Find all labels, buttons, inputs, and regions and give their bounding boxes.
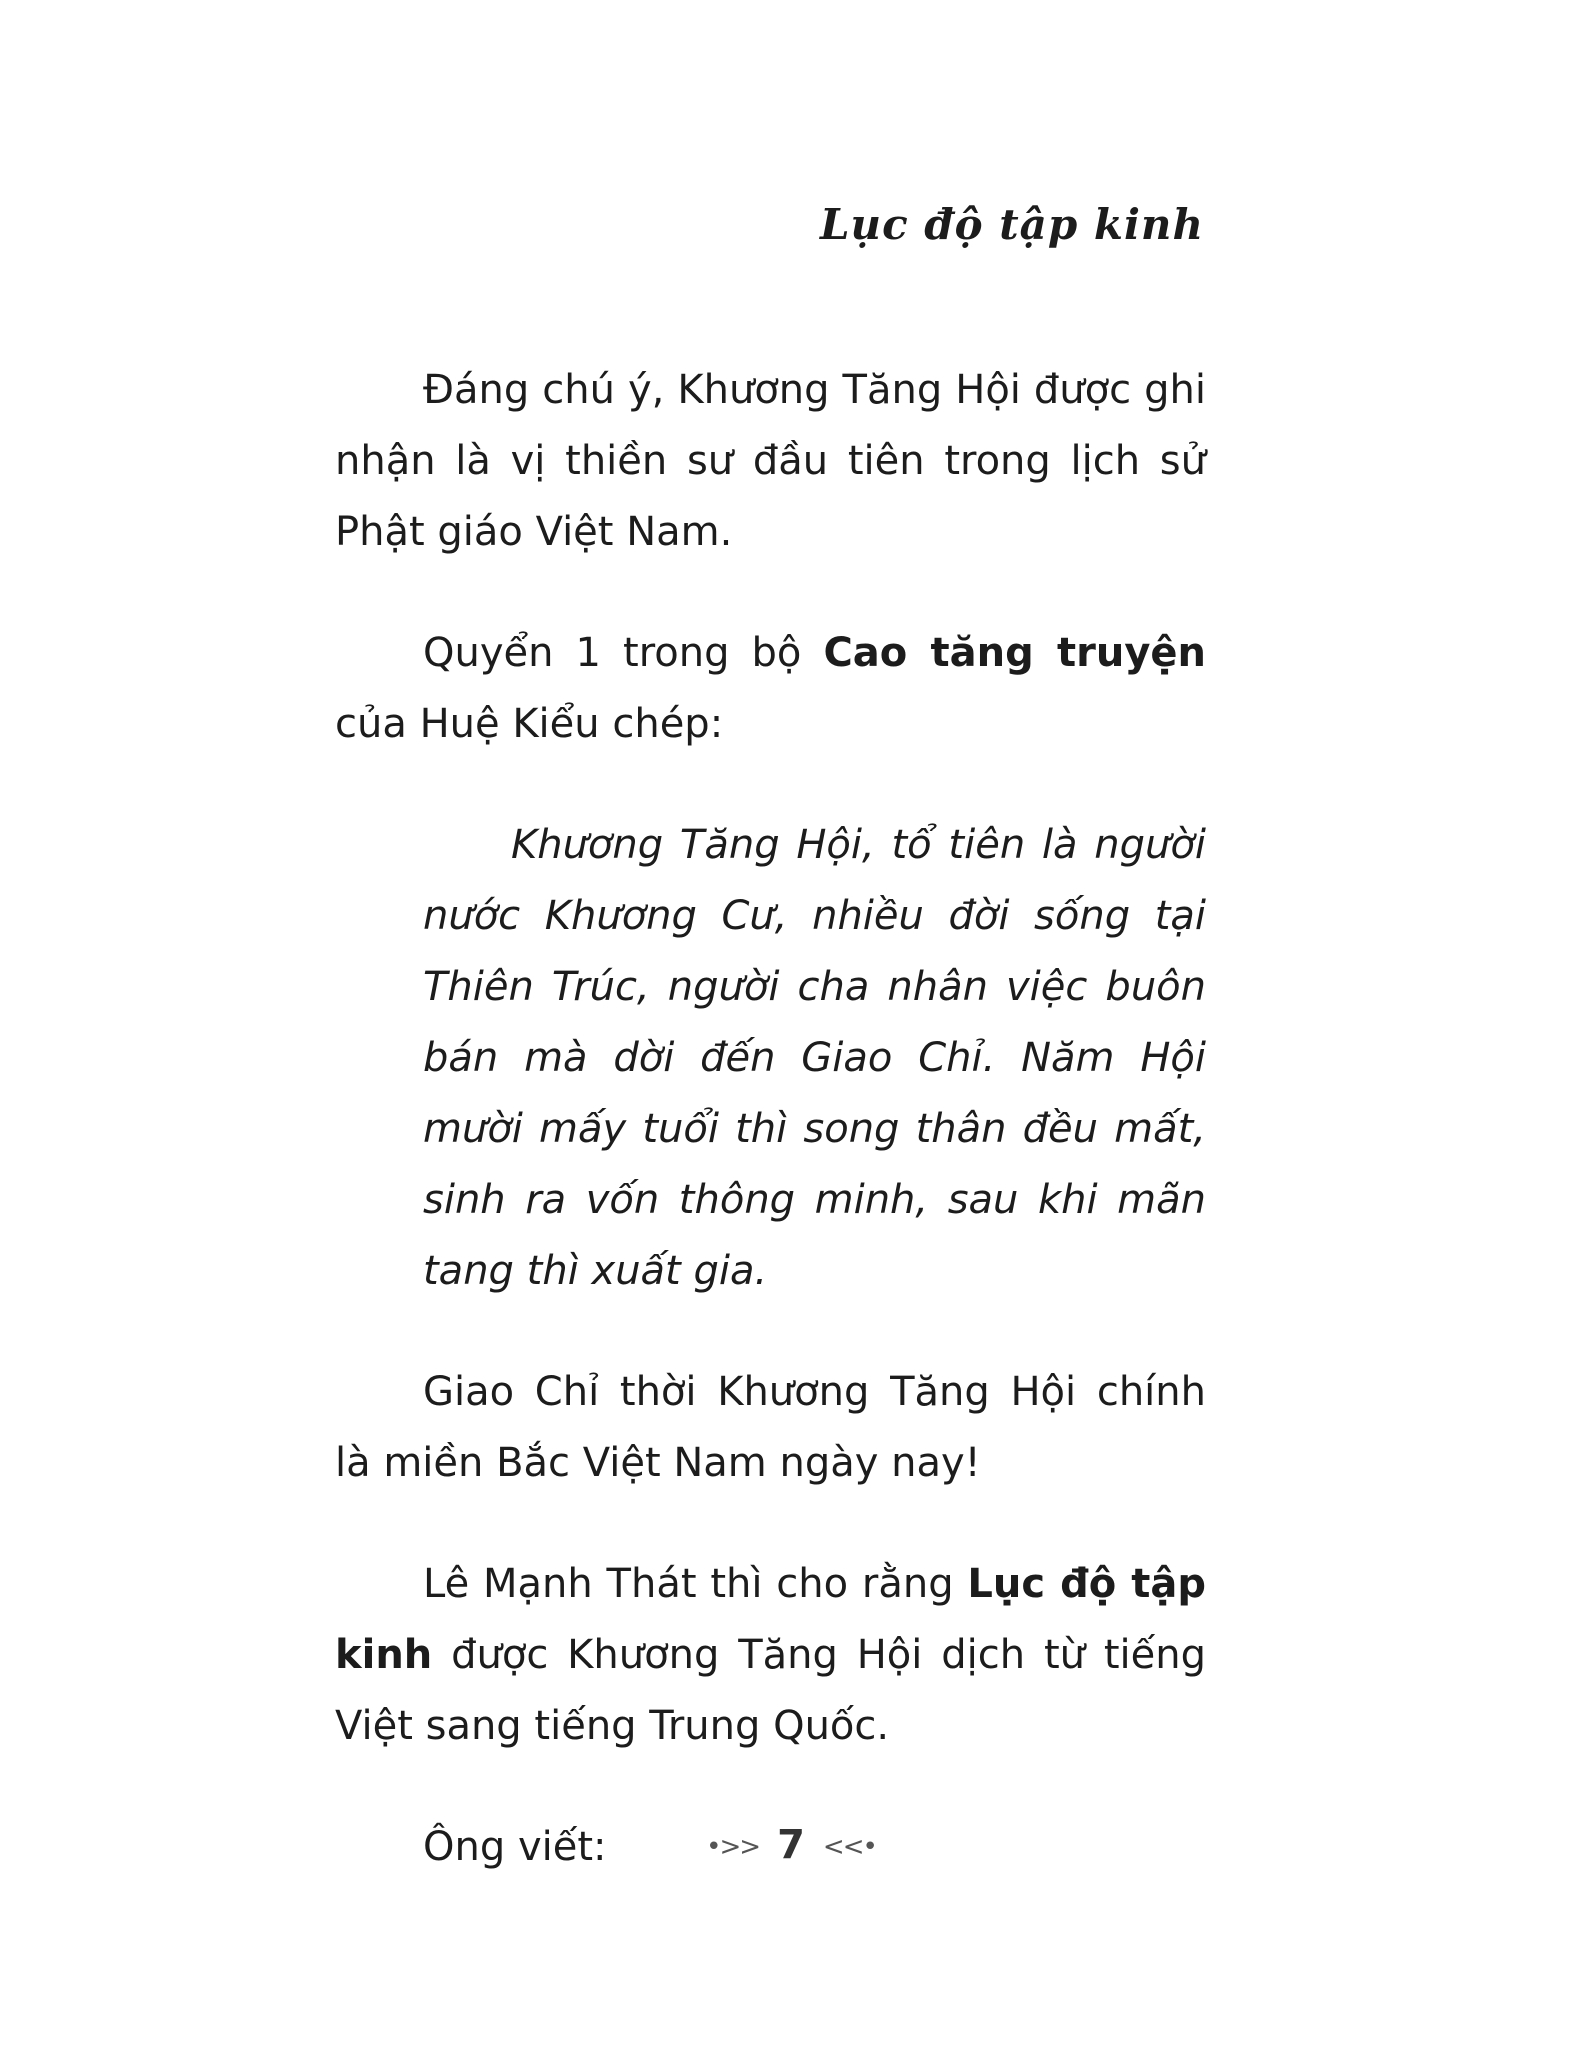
paragraph-4-text-after: được Khương Tăng Hội dịch từ tiếng Việt sang tiếng Trung Quốc. — [335, 1632, 1206, 1749]
paragraph-2-text-before: Quyển 1 trong bộ — [423, 630, 824, 676]
paragraph-4 — [335, 1549, 1206, 1762]
paragraph-3: Giao Chỉ thời Khương Tăng Hội chính là miền Bắc Việt Nam ngày nay! — [335, 1369, 1206, 1486]
page-number: 7 — [777, 1822, 805, 1868]
ornament-right-icon: <<• — [822, 1832, 876, 1862]
running-header: Lục độ tập kinh — [820, 200, 1204, 249]
block-quote: Khương Tăng Hội, tổ tiên là người nước Khương Cư, nhiều đời sống tại Thiên Trúc, người cha nhân việc buôn bán mà dời đến Giao Chỉ. Năm Hội mười mấy tuổi thì song thân đều mất, sinh ra vốn thông minh, sau khi mãn tang thì xuất gia. — [423, 822, 1206, 1294]
paragraph-5: Ông viết: — [423, 1824, 607, 1870]
paragraph-2 — [335, 618, 1206, 760]
book-title-luc-do-tap-kinh: Lục độ tập kinh — [335, 1561, 1206, 1678]
book-title-cao-tang-truyen: Cao tăng truyện — [823, 630, 1207, 676]
ornament-left-icon: •>> — [706, 1832, 760, 1862]
paragraph-1: Đáng chú ý, Khương Tăng Hội được ghi nhận là vị thiền sư đầu tiên trong lịch sử Phật giáo Việt Nam. — [335, 367, 1206, 555]
page-body — [335, 355, 1206, 1933]
paragraph-4-text-before: Lê Mạnh Thát thì cho rằng — [423, 1561, 968, 1607]
page-footer — [0, 1822, 1582, 1868]
paragraph-2-text-after: của Huệ Kiểu chép: — [335, 701, 724, 747]
